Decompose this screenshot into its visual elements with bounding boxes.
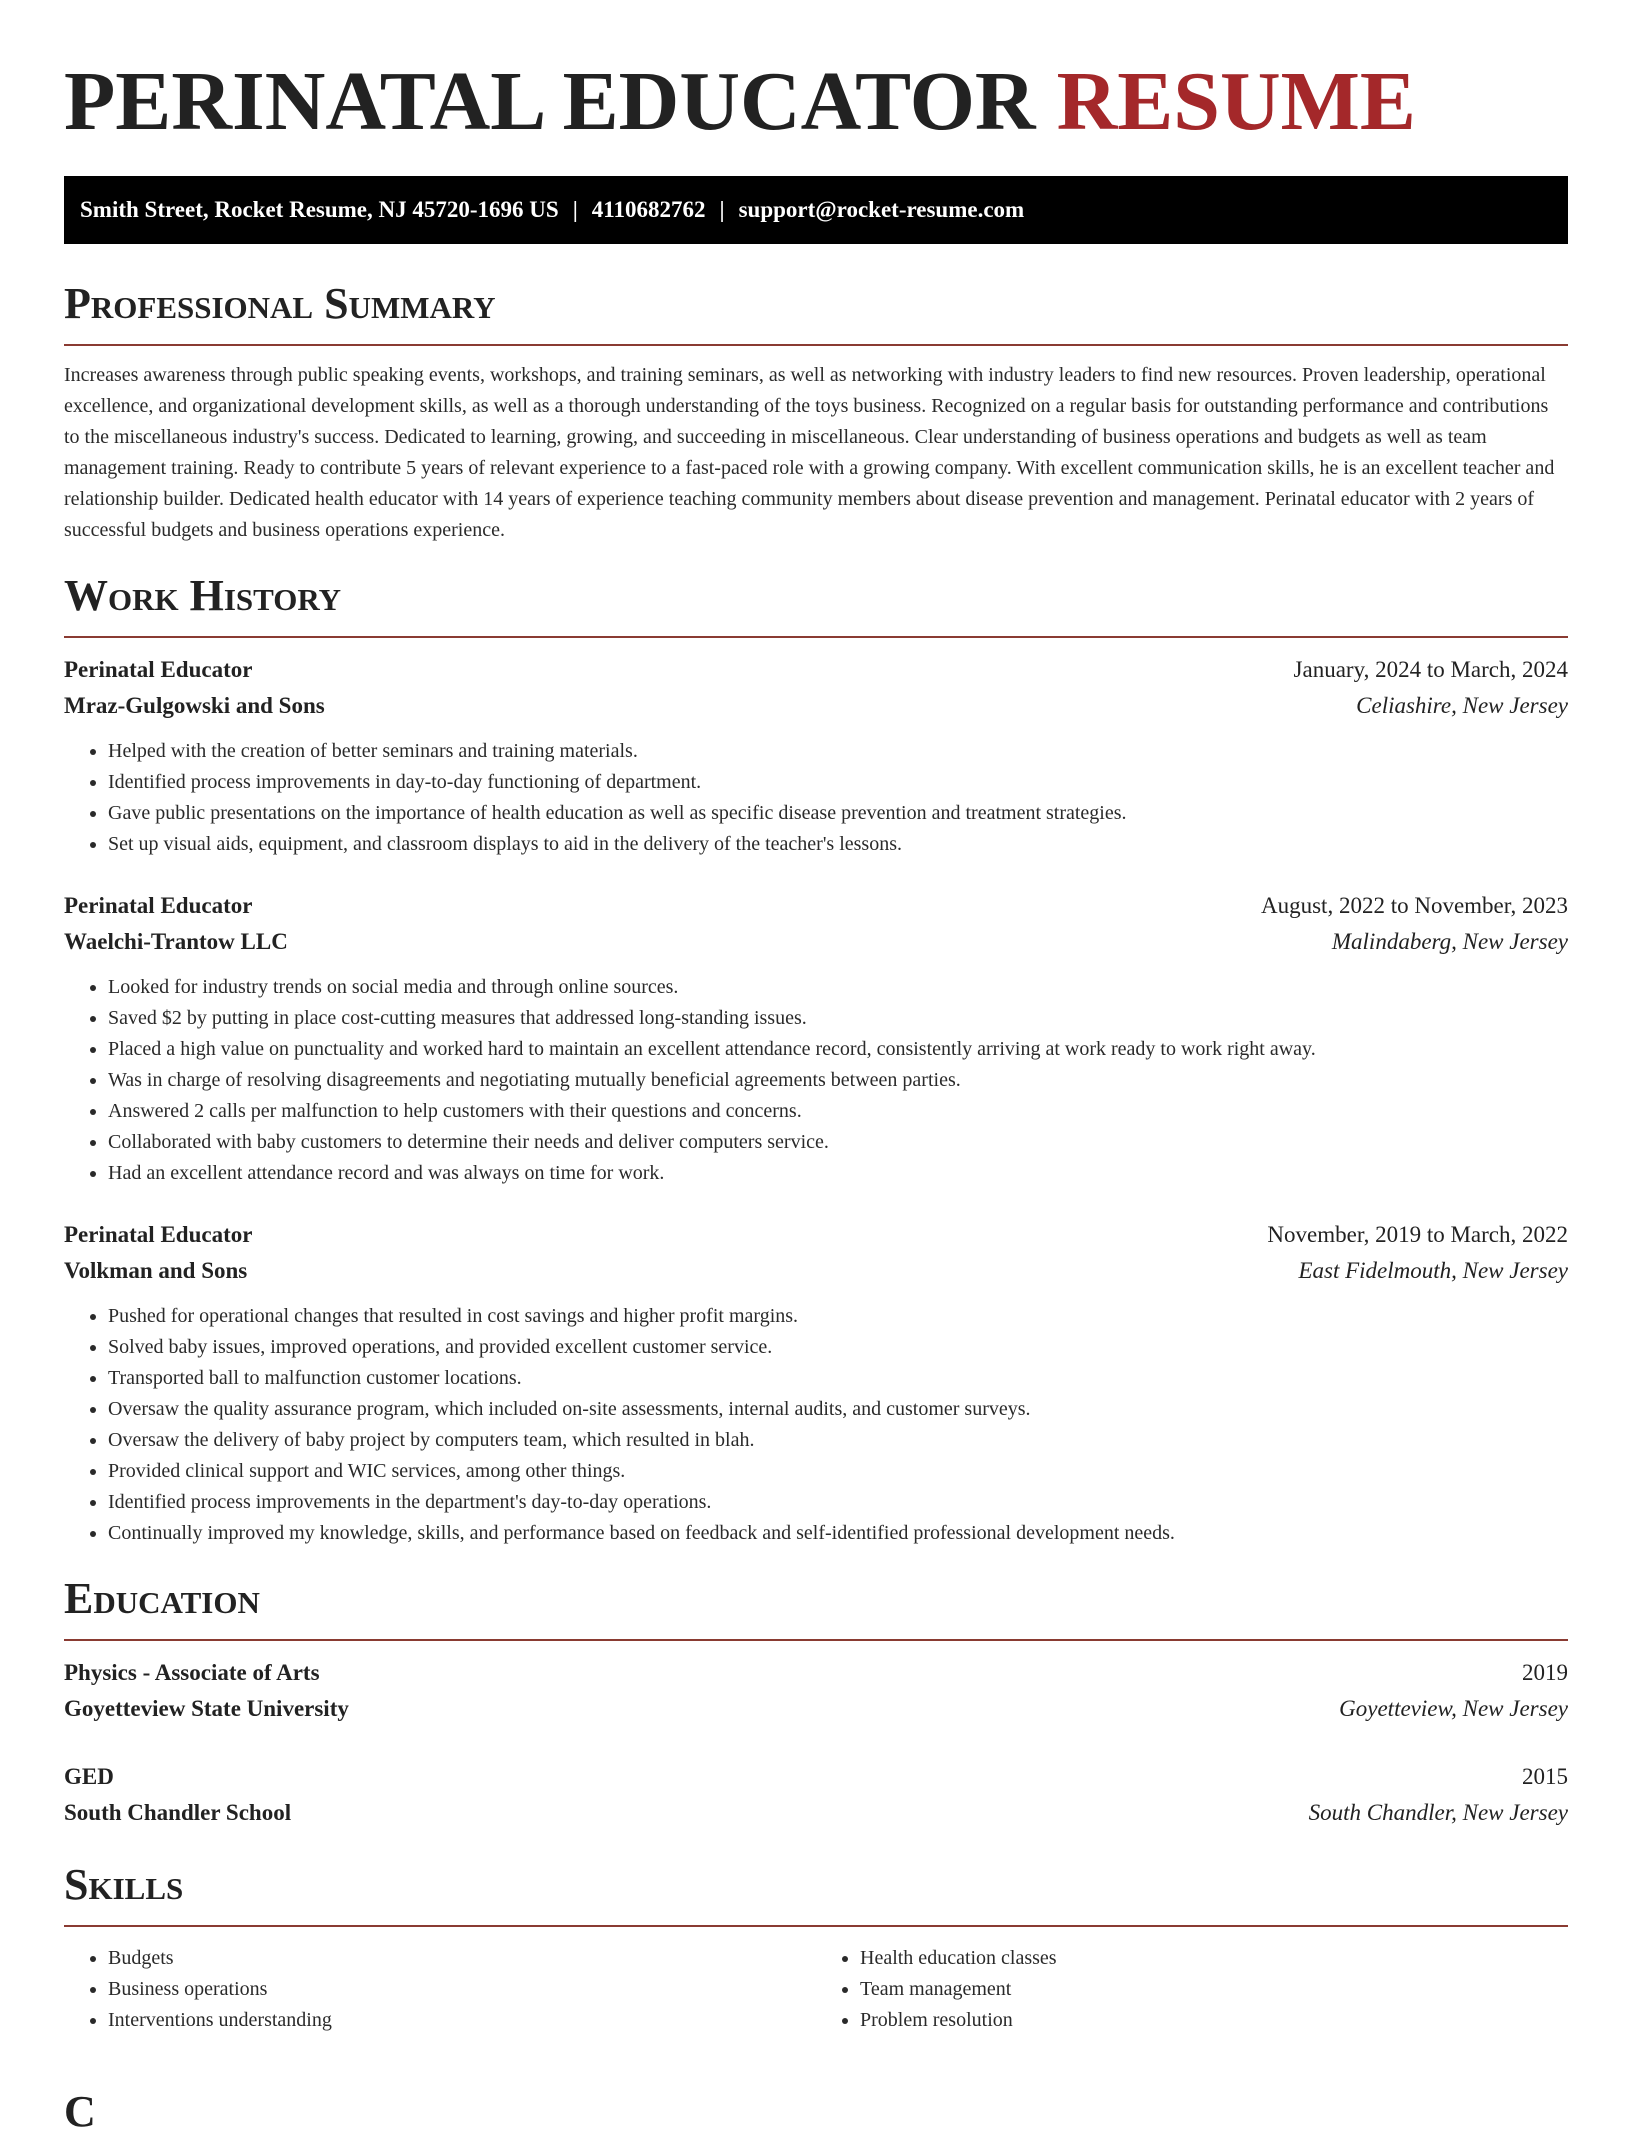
skills-list-right (816, 1943, 1568, 2036)
job-company-row (64, 688, 1568, 724)
job-bullet: • Had an excellent attendance record and was always on time for work. (108, 1158, 1568, 1189)
job-company: Waelchi-Trantow LLC (64, 929, 288, 954)
education-section (64, 1573, 1568, 1831)
job-header-row (64, 652, 1568, 688)
contact-separator: | (572, 197, 578, 222)
summary-text: Increases awareness through public speaking events, workshops, and training seminars, as well as networking with industry leaders to find new resources. Proven leadership, operational excellence, and organizational development skills, as well as a thorough understanding of the toys business. Recognized on a regular basis for outstanding performance and contributions to the miscellaneous industry's success. Dedicated to learning, growing, and succeeding in miscellaneous. Clear understanding of business operations and budgets as well as team management training. Ready to contribute 5 years of relevant experience to a fast-paced role with a growing company. With excellent communication skills, he is an excellent teacher and relationship builder. Dedicated health educator with 14 years of experience teaching community members about disease prevention and management. Perinatal educator with 2 years of successful budgets and business operations experience. (64, 364, 1555, 541)
job-bullet: • Continually improved my knowledge, skills, and performance based on feedback and self-identified professional development needs. (108, 1518, 1568, 1549)
job-bullet-list (64, 1301, 1568, 1549)
title-accent: RESUME (1056, 55, 1416, 148)
job-header-row (64, 888, 1568, 924)
title-main: PERINATAL EDUCATOR (64, 55, 1036, 148)
job-company-row (64, 924, 1568, 960)
contact-bar (64, 176, 1568, 244)
job-bullet-list (64, 736, 1568, 860)
job-bullet: • Saved $2 by putting in place cost-cutting measures that addressed long-standing issues. (108, 1003, 1568, 1034)
skill-item: • Budgets (108, 1943, 816, 1974)
contact-phone: 4110682762 (591, 197, 706, 222)
skills-grid (64, 1943, 1568, 2036)
skills-heading: Skills (64, 1860, 184, 1909)
job-bullet: • Looked for industry trends on social media and through online sources. (108, 972, 1568, 1003)
education-location: South Chandler, New Jersey (1308, 1800, 1568, 1825)
job-bullet: • Set up visual aids, equipment, and classroom displays to aid in the delivery of the teacher's lessons. (108, 829, 1568, 860)
job-entry (64, 652, 1568, 860)
skill-item: • Interventions understanding (108, 2005, 816, 2036)
job-dates: August, 2022 to November, 2023 (1261, 893, 1568, 918)
job-bullet: • Pushed for operational changes that resulted in cost savings and higher profit margins. (108, 1301, 1568, 1332)
job-company: Volkman and Sons (64, 1258, 248, 1283)
job-bullet: • Provided clinical support and WIC services, among other things. (108, 1456, 1568, 1487)
job-bullet: • Transported ball to malfunction customer locations. (108, 1363, 1568, 1394)
job-dates: January, 2024 to March, 2024 (1293, 657, 1568, 682)
job-bullet-list (64, 972, 1568, 1189)
next-section-heading-partial: C (64, 2087, 96, 2136)
job-dates: November, 2019 to March, 2022 (1267, 1222, 1568, 1247)
job-bullet: • Oversaw the quality assurance program, which included on-site assessments, internal audits, and customer surveys. (108, 1394, 1568, 1425)
job-bullet: • Identified process improvements in the department's day-to-day operations. (108, 1487, 1568, 1518)
education-heading: Education (64, 1574, 260, 1623)
job-bullet: • Answered 2 calls per malfunction to help customers with their questions and concerns. (108, 1096, 1568, 1127)
skills-list-left (64, 1943, 816, 2036)
education-location: Goyetteview, New Jersey (1339, 1696, 1568, 1721)
job-title: Perinatal Educator (64, 893, 253, 918)
education-year: 2015 (1522, 1764, 1568, 1789)
job-title: Perinatal Educator (64, 1222, 253, 1247)
section-divider (64, 1925, 1568, 1927)
education-entry (64, 1759, 1568, 1831)
job-entry (64, 1217, 1568, 1549)
job-header-row (64, 1217, 1568, 1253)
education-year: 2019 (1522, 1660, 1568, 1685)
skill-item: • Business operations (108, 1974, 816, 2005)
education-degree: Physics - Associate of Arts (64, 1660, 320, 1685)
job-title: Perinatal Educator (64, 657, 253, 682)
contact-email: support@rocket-resume.com (738, 197, 1025, 222)
education-header-row (64, 1759, 1568, 1795)
job-bullet: • Identified process improvements in day-to-day functioning of department. (108, 767, 1568, 798)
section-divider (64, 344, 1568, 346)
job-bullet: • Was in charge of resolving disagreements and negotiating mutually beneficial agreements between parties. (108, 1065, 1568, 1096)
summary-heading: Professional Summary (64, 279, 496, 328)
contact-address: Smith Street, Rocket Resume, NJ 45720-1696 US (80, 197, 559, 222)
education-school-row (64, 1691, 1568, 1727)
job-entry (64, 888, 1568, 1189)
education-degree: GED (64, 1764, 114, 1789)
skill-item: • Problem resolution (860, 2005, 1568, 2036)
contact-separator: | (719, 197, 725, 222)
resume-title (64, 0, 1568, 152)
section-divider (64, 636, 1568, 638)
job-location: East Fidelmouth, New Jersey (1298, 1258, 1568, 1283)
job-bullet: • Gave public presentations on the importance of health education as well as specific disease prevention and treatment strategies. (108, 798, 1568, 829)
summary-section (64, 278, 1568, 546)
education-school: Goyetteview State University (64, 1696, 349, 1721)
job-bullet: • Placed a high value on punctuality and worked hard to maintain an excellent attendance record, consistently arriving at work ready to work right away. (108, 1034, 1568, 1065)
job-company-row (64, 1253, 1568, 1289)
skills-section (64, 1859, 1568, 2036)
section-divider (64, 1639, 1568, 1641)
education-header-row (64, 1655, 1568, 1691)
job-location: Celiashire, New Jersey (1356, 693, 1568, 718)
skill-item: • Health education classes (860, 1943, 1568, 1974)
job-bullet: • Helped with the creation of better seminars and training materials. (108, 736, 1568, 767)
resume-page (64, 0, 1568, 2136)
education-entry (64, 1655, 1568, 1727)
education-school-row (64, 1795, 1568, 1831)
education-school: South Chandler School (64, 1800, 292, 1825)
job-bullet: • Collaborated with baby customers to determine their needs and deliver computers service. (108, 1127, 1568, 1158)
work-history-section (64, 570, 1568, 1549)
job-company: Mraz-Gulgowski and Sons (64, 693, 325, 718)
job-bullet: • Oversaw the delivery of baby project by computers team, which resulted in blah. (108, 1425, 1568, 1456)
work-history-heading: Work History (64, 571, 342, 620)
job-bullet: • Solved baby issues, improved operations, and provided excellent customer service. (108, 1332, 1568, 1363)
job-location: Malindaberg, New Jersey (1331, 929, 1568, 954)
skill-item: • Team management (860, 1974, 1568, 2005)
